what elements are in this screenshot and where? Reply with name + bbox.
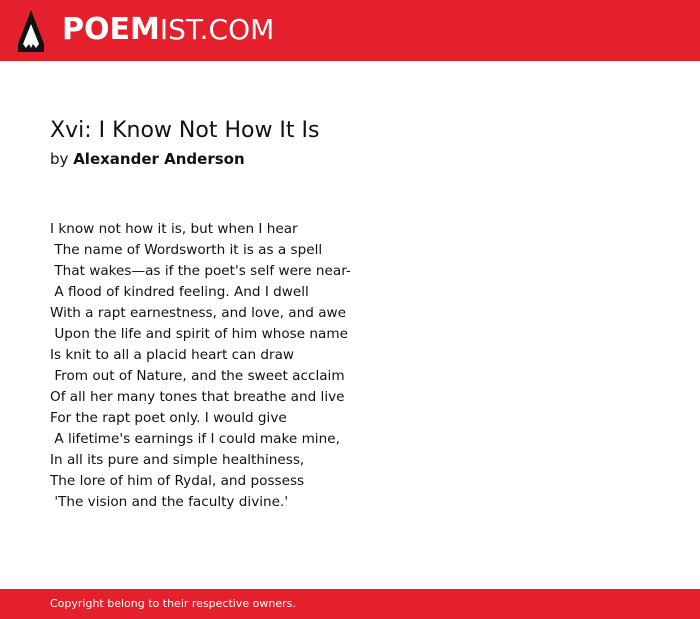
poem-line: That wakes—as if the poet's self were near- bbox=[50, 263, 351, 279]
poem-title: Xvi: I Know Not How It Is bbox=[50, 118, 320, 143]
poem-line: Is knit to all a placid heart can draw bbox=[50, 347, 295, 363]
poem-body bbox=[50, 219, 351, 513]
poem-line: For the rapt poet only. I would give bbox=[50, 410, 287, 426]
poem-line: In all its pure and simple healthiness, bbox=[50, 452, 305, 468]
poem-line: I know not how it is, but when I hear bbox=[50, 221, 298, 237]
brand-bold-text: POEM bbox=[62, 12, 160, 47]
poem-line: From out of Nature, and the sweet acclaim bbox=[50, 368, 345, 384]
pencil-tip-icon[interactable] bbox=[18, 10, 44, 52]
poem-line: Upon the life and spirit of him whose name bbox=[50, 326, 348, 342]
copyright-text: Copyright belong to their respective owners. bbox=[50, 597, 296, 610]
author-name: Alexander Anderson bbox=[73, 150, 245, 168]
poem-line: Of all her many tones that breathe and live bbox=[50, 389, 345, 405]
poem-line: A lifetime's earnings if I could make mine, bbox=[50, 431, 340, 447]
poem-line: A flood of kindred feeling. And I dwell bbox=[50, 284, 309, 300]
site-logo-text[interactable] bbox=[62, 13, 274, 47]
poem-line: The name of Wordsworth it is as a spell bbox=[50, 242, 323, 258]
by-label: by bbox=[50, 150, 69, 168]
site-footer bbox=[0, 589, 700, 619]
poem-line: With a rapt earnestness, and love, and awe bbox=[50, 305, 347, 321]
byline bbox=[50, 149, 245, 169]
brand-light-text: IST.COM bbox=[159, 13, 275, 46]
site-header bbox=[0, 0, 700, 61]
poem-line: The lore of him of Rydal, and possess bbox=[50, 473, 305, 489]
poem-line: 'The vision and the faculty divine.' bbox=[50, 494, 289, 510]
